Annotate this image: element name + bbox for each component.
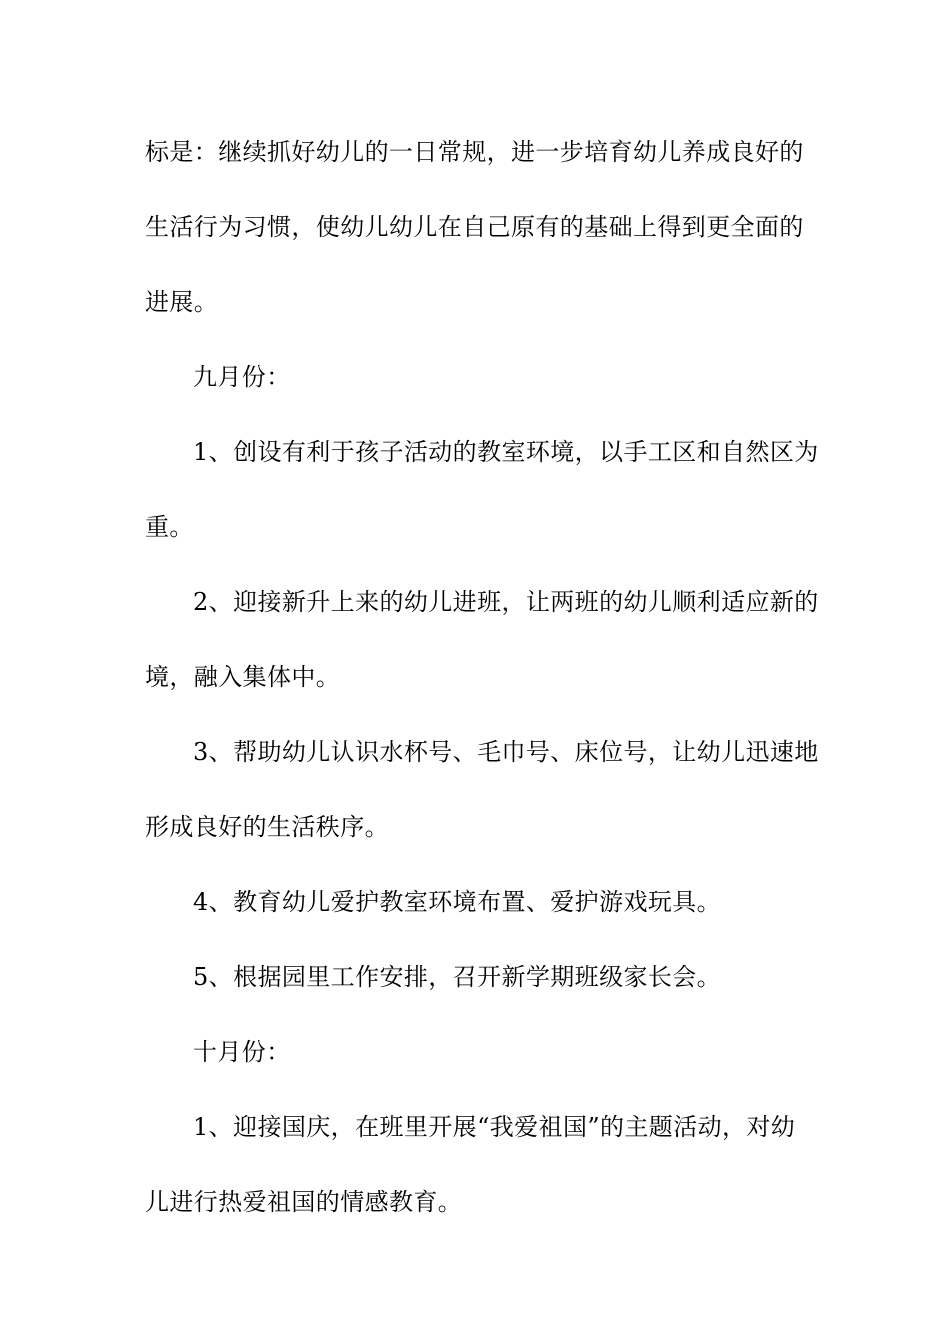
text-line: 儿进行热爱祖国的情感教育。 — [145, 1188, 463, 1216]
list-item: 4、教育幼儿爱护教室环境布置、爱护游戏玩具。 — [193, 888, 722, 916]
list-item: 1、创设有利于孩子活动的教室环境，以手工区和自然区为 — [193, 438, 819, 466]
text-line: 形成良好的生活秩序。 — [145, 813, 389, 841]
list-item: 5、根据园里工作安排，召开新学期班级家长会。 — [193, 963, 722, 991]
text-line: 标是：继续抓好幼儿的一日常规，进一步培育幼儿养成良好的 — [145, 138, 804, 166]
text-line: 生活行为习惯，使幼儿幼儿在自己原有的基础上得到更全面的 — [145, 213, 804, 241]
section-heading-october: 十月份： — [193, 1038, 291, 1066]
list-item: 1、迎接国庆，在班里开展“我爱祖国”的主题活动，对幼 — [193, 1113, 796, 1141]
list-item: 3、帮助幼儿认识水杯号、毛巾号、床位号，让幼儿迅速地 — [193, 738, 819, 766]
text-line: 进展。 — [145, 288, 219, 316]
list-item: 2、迎接新升上来的幼儿进班，让两班的幼儿顺利适应新的 — [193, 588, 819, 616]
text-line: 重。 — [145, 513, 194, 541]
text-line: 境，融入集体中。 — [145, 663, 341, 691]
section-heading-september: 九月份： — [193, 363, 291, 391]
